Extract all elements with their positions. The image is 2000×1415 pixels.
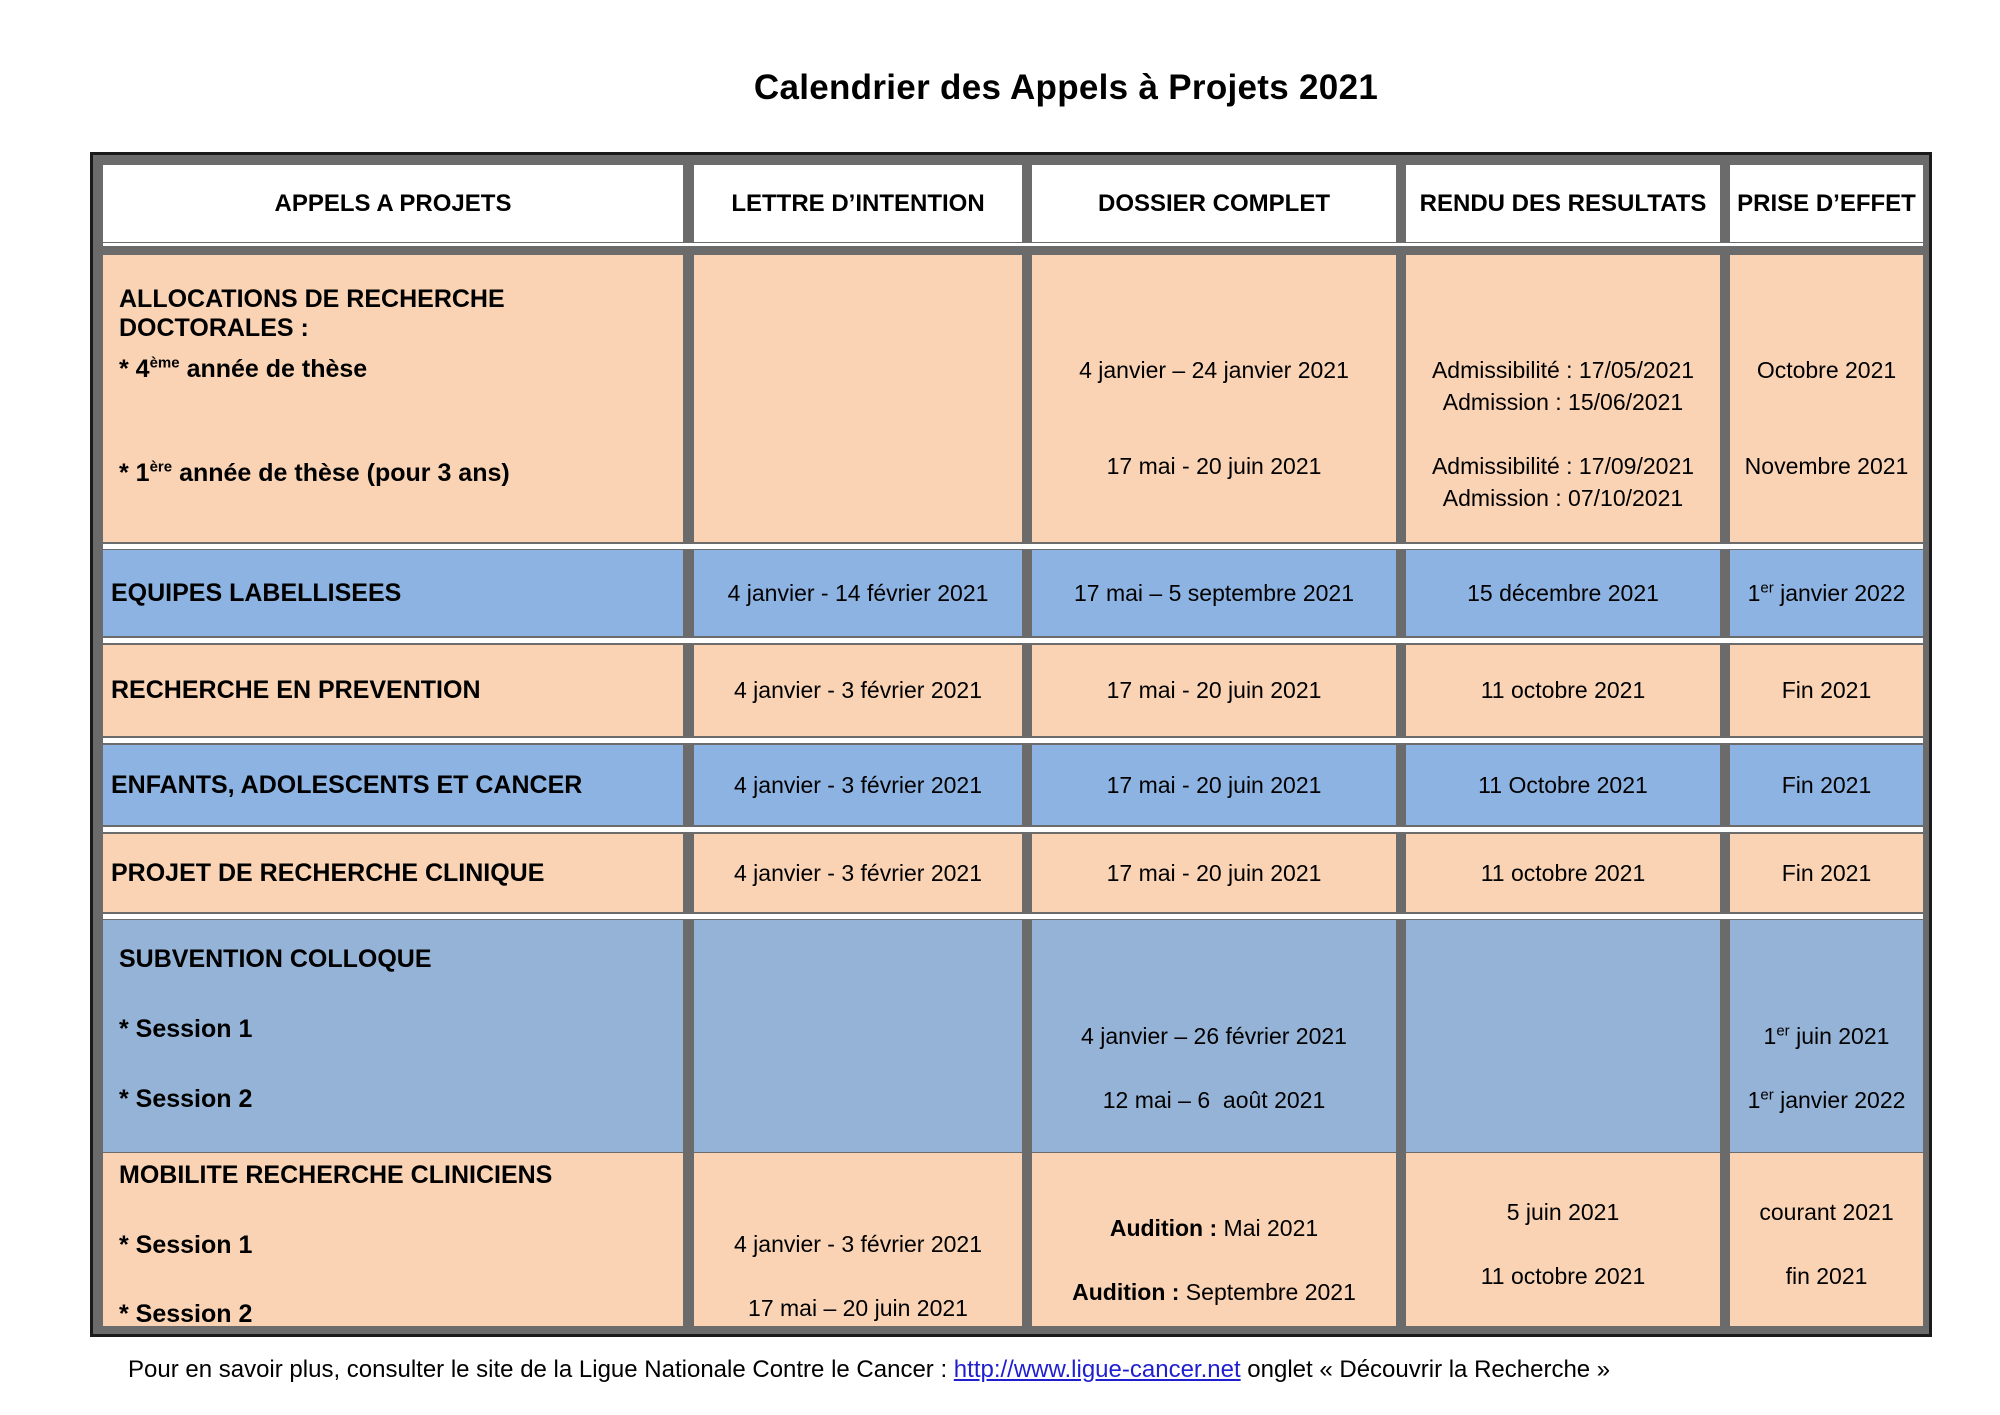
colloque-effet: 1er juin 2021 1er janvier 2022 [1730, 920, 1923, 1152]
doctorales-sub2: * 1ère année de thèse (pour 3 ans) [119, 458, 510, 487]
equipes-rendu: 15 décembre 2021 [1406, 550, 1720, 636]
prevention-lettre: 4 janvier - 3 février 2021 [694, 645, 1022, 736]
prevention-effet: Fin 2021 [1730, 645, 1923, 736]
row-doctorales-name [103, 255, 683, 542]
clinique-lettre: 4 janvier - 3 février 2021 [694, 834, 1022, 912]
enfants-rendu: 11 Octobre 2021 [1406, 745, 1720, 825]
footer-note: Pour en savoir plus, consulter le site de la Ligue Nationale Contre le Cancer : http://www.ligue-cancer.net onglet « Découvrir la Recherche » [128, 1356, 1611, 1383]
doctorales-sub1: * 4ème année de thèse [119, 354, 368, 383]
mobilite-title: MOBILITE RECHERCHE CLINICIENS [119, 1161, 553, 1189]
doctorales-rendu: Admissibilité : 17/05/2021 Admission : 15/06/2021 Admissibilité : 17/09/2021 Admission : 07/10/2021 [1406, 255, 1720, 542]
mobilite-session1: * Session 1 [119, 1231, 253, 1259]
row-divider [103, 827, 1923, 832]
enfants-lettre: 4 janvier - 3 février 2021 [694, 745, 1022, 825]
doctorales-effet: Octobre 2021 Novembre 2021 [1730, 255, 1923, 542]
header-dossier: DOSSIER COMPLET [1032, 165, 1396, 242]
row-colloque-name [103, 920, 683, 1152]
colloque-rendu [1406, 920, 1720, 1152]
mobilite-dossier: Audition : Mai 2021 Audition : Septembre 2021 [1032, 1153, 1396, 1326]
mobilite-session2: * Session 2 [119, 1300, 253, 1326]
page-title: Calendrier des Appels à Projets 2021 [753, 68, 1379, 107]
row-enfants-name: ENFANTS, ADOLESCENTS ET CANCER [103, 745, 683, 825]
equipes-lettre: 4 janvier - 14 février 2021 [694, 550, 1022, 636]
prevention-dossier: 17 mai - 20 juin 2021 [1032, 645, 1396, 736]
equipes-effet: 1er janvier 2022 [1730, 550, 1923, 636]
doctorales-title: ALLOCATIONS DE RECHERCHE DOCTORALES : [119, 285, 505, 342]
row-divider [103, 638, 1923, 643]
row-mobilite-name [103, 1153, 683, 1326]
doctorales-dossier: 4 janvier – 24 janvier 2021 17 mai - 20 juin 2021 [1032, 255, 1396, 542]
colloque-session2: * Session 2 [119, 1085, 253, 1113]
equipes-dossier: 17 mai – 5 septembre 2021 [1032, 550, 1396, 636]
calendar-table [90, 152, 1932, 1337]
header-lettre: LETTRE D’INTENTION [694, 165, 1022, 242]
enfants-effet: Fin 2021 [1730, 745, 1923, 825]
mobilite-effet: courant 2021 fin 2021 [1730, 1153, 1923, 1326]
row-divider [103, 914, 1923, 919]
mobilite-rendu: 5 juin 2021 11 octobre 2021 [1406, 1153, 1720, 1326]
row-clinique-name: PROJET DE RECHERCHE CLINIQUE [103, 834, 683, 912]
doctorales-lettre [694, 255, 1022, 542]
header-rendu: RENDU DES RESULTATS [1406, 165, 1720, 242]
clinique-effet: Fin 2021 [1730, 834, 1923, 912]
header-appels: APPELS A PROJETS [103, 165, 683, 242]
enfants-dossier: 17 mai - 20 juin 2021 [1032, 745, 1396, 825]
mobilite-lettre: 4 janvier - 3 février 2021 17 mai – 20 juin 2021 [694, 1153, 1022, 1326]
row-prevention-name: RECHERCHE EN PREVENTION [103, 645, 683, 736]
row-divider [103, 738, 1923, 743]
row-divider [103, 243, 1923, 246]
row-equipes-name: EQUIPES LABELLISEES [103, 550, 683, 636]
colloque-dossier: 4 janvier – 26 février 2021 12 mai – 6 août 2021 [1032, 920, 1396, 1152]
header-effet: PRISE D’EFFET [1730, 165, 1923, 242]
colloque-session1: * Session 1 [119, 1015, 253, 1043]
row-divider [103, 544, 1923, 549]
ligue-cancer-link[interactable]: http://www.ligue-cancer.net [953, 1356, 1241, 1383]
clinique-dossier: 17 mai - 20 juin 2021 [1032, 834, 1396, 912]
colloque-title: SUBVENTION COLLOQUE [119, 945, 432, 973]
clinique-rendu: 11 octobre 2021 [1406, 834, 1720, 912]
prevention-rendu: 11 octobre 2021 [1406, 645, 1720, 736]
colloque-lettre [694, 920, 1022, 1152]
